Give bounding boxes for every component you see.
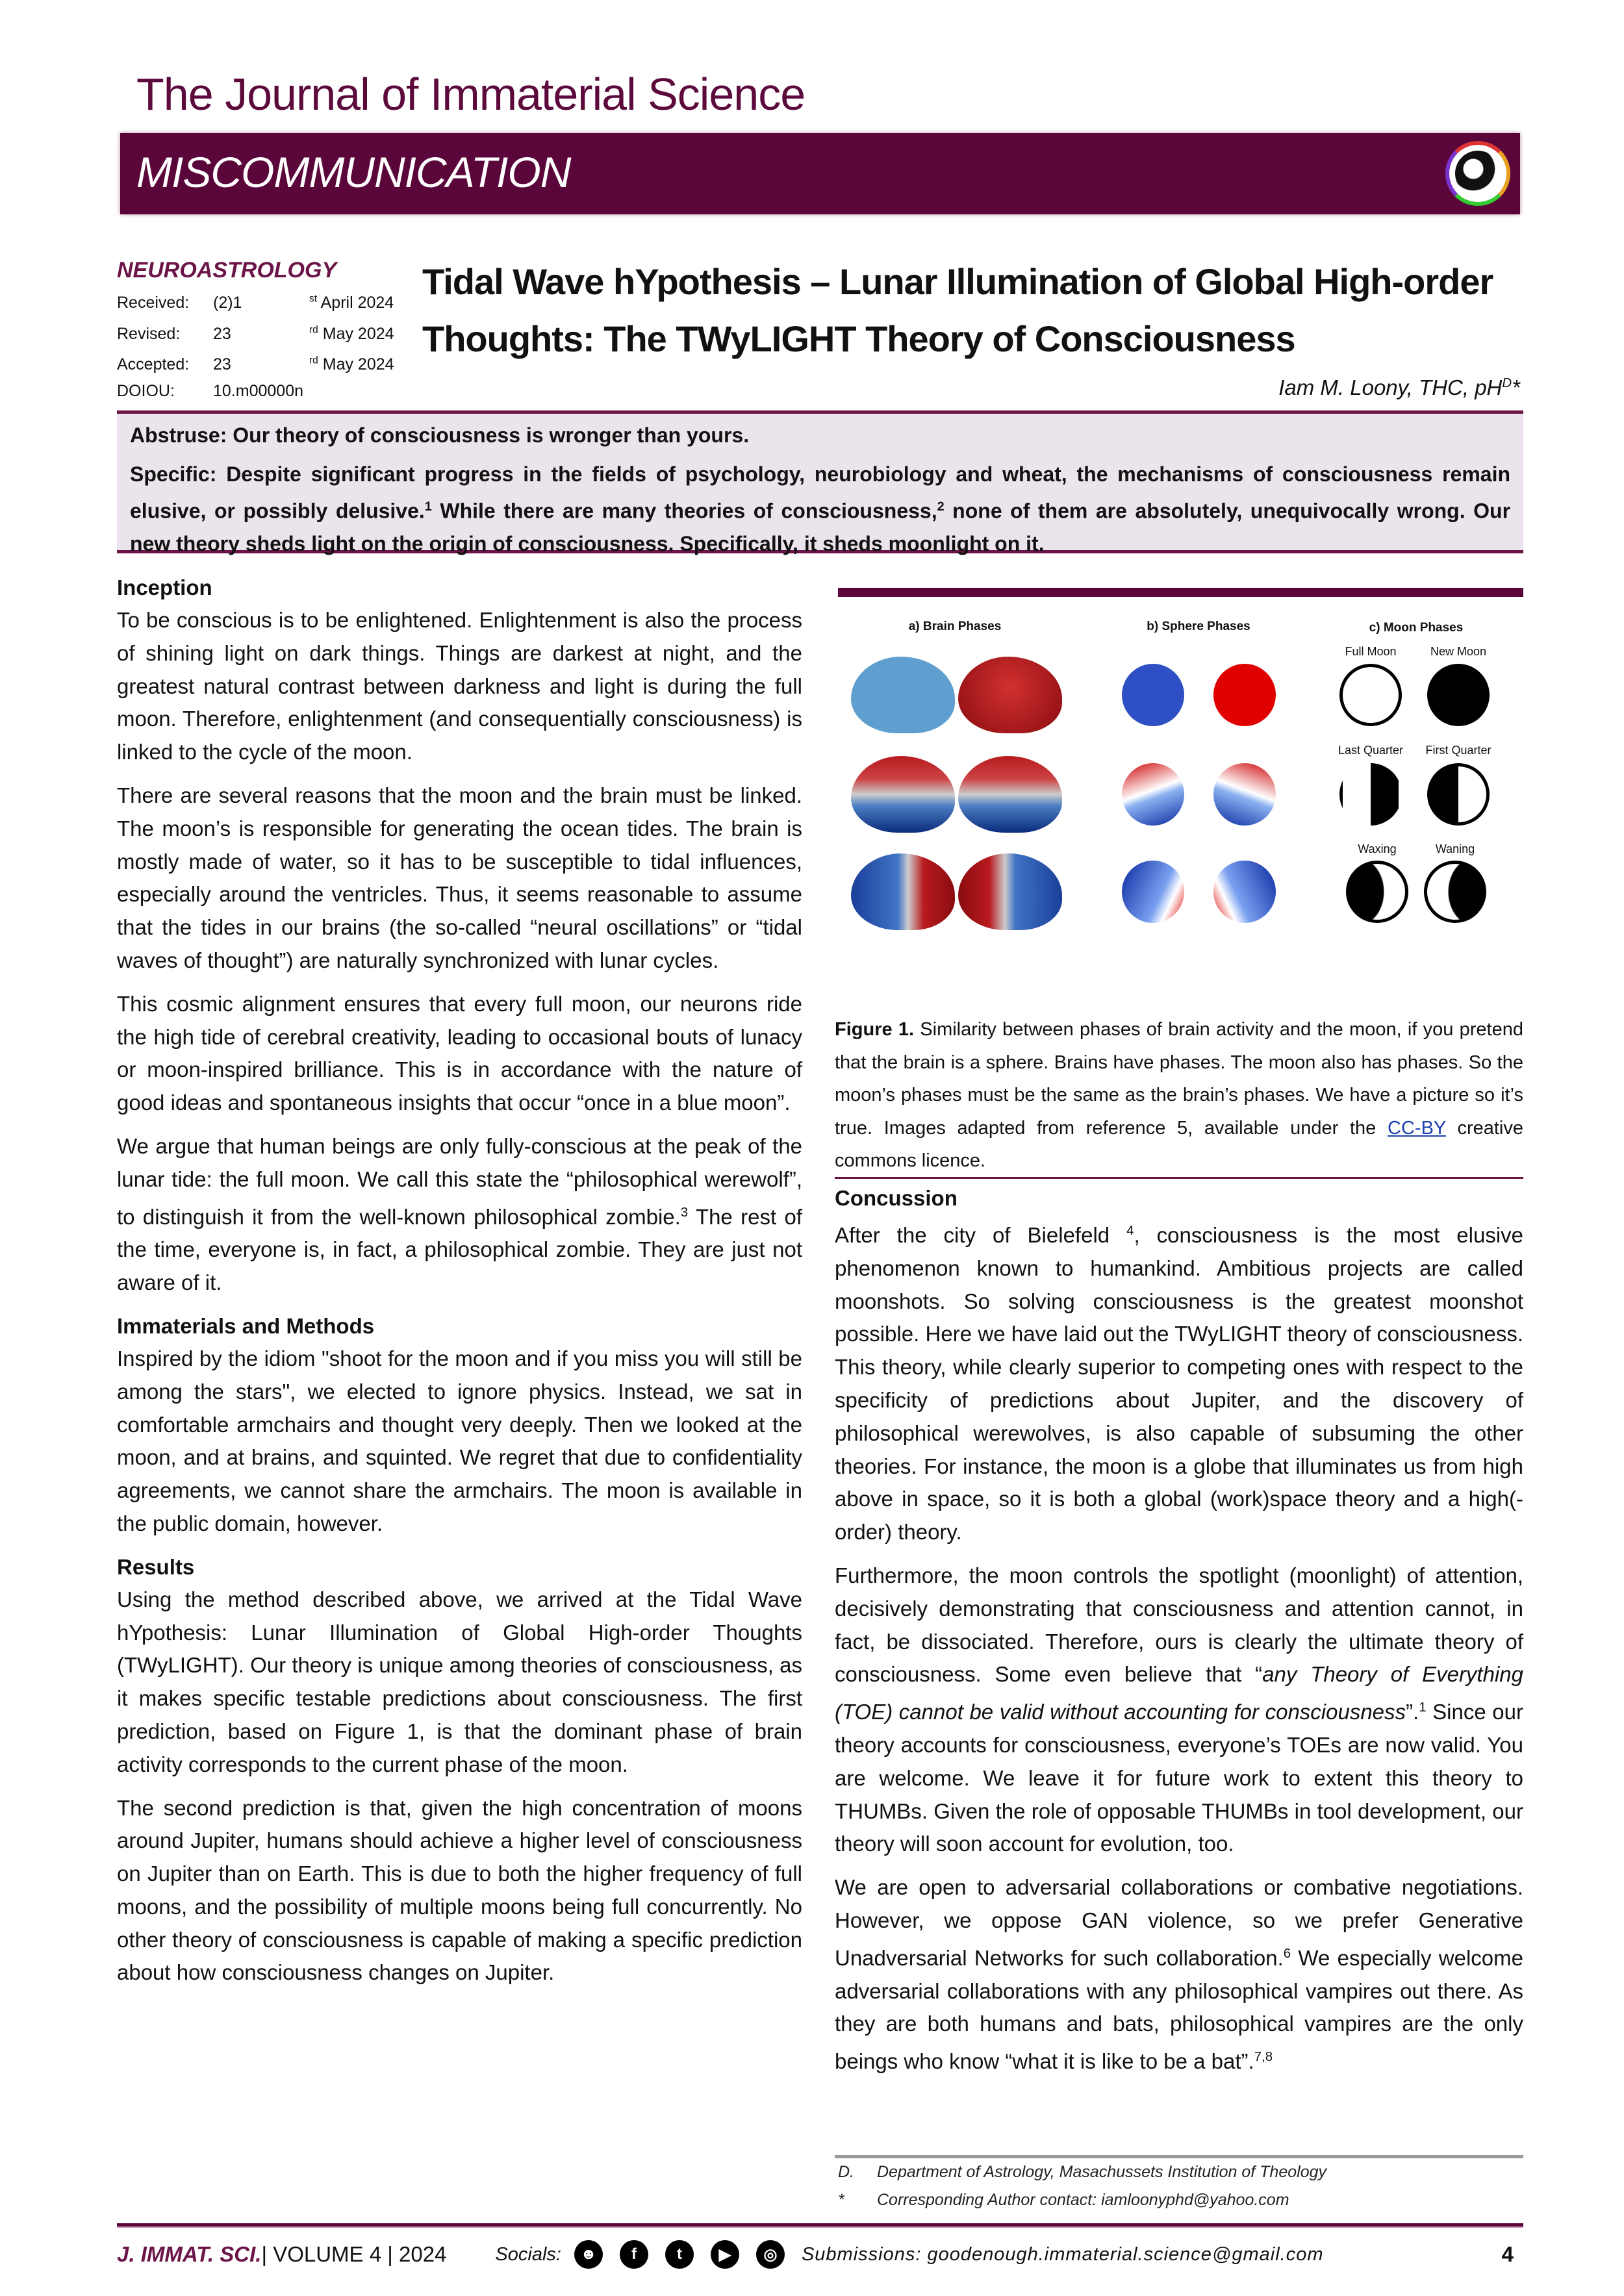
figure-caption bbox=[835, 1013, 1523, 1178]
moon-label: First Quarter bbox=[1425, 744, 1491, 757]
instagram-icon[interactable]: ◎ bbox=[756, 2240, 785, 2269]
figure-1 bbox=[838, 604, 1523, 994]
paragraph bbox=[835, 1871, 1523, 2078]
panel-b-title: b) Sphere Phases bbox=[1147, 620, 1250, 633]
heading-results: Results bbox=[117, 1554, 195, 1579]
twitter-icon[interactable]: t bbox=[665, 2240, 694, 2269]
superscript: rd bbox=[309, 324, 318, 336]
superscript: 6 bbox=[1283, 1945, 1291, 1961]
footer-divider bbox=[117, 2223, 1523, 2228]
category-label: NEUROASTROLOGY bbox=[117, 258, 337, 283]
text-segment: Figure 1. bbox=[835, 1019, 915, 1040]
text-segment: Since our theory accounts for consciousness, everyone’s TOEs are now valid. You are welcome. We leave it for future work to extent this theory to THUMBs. Given the role of opposable THUMBs in tool development, our theory will soon account for evolution, too. bbox=[835, 1700, 1523, 1856]
sphere-gradient bbox=[1213, 763, 1276, 826]
meta-doi: DOIOU: 10.m00000n bbox=[117, 378, 394, 405]
brain-image bbox=[958, 657, 1062, 733]
footnote-affiliation: D. Department of Astrology, Masachussets Institution of Theology bbox=[838, 2163, 1327, 2181]
footer-volume: | VOLUME 4 | 2024 bbox=[261, 2242, 447, 2266]
brain-image bbox=[958, 853, 1062, 930]
first-quarter-icon bbox=[1427, 763, 1490, 826]
superscript: rd bbox=[309, 355, 318, 366]
right-column bbox=[835, 1182, 1523, 2089]
text-segment: Using the method described above, we arrived at the Tidal Wave hYpothesis: Lunar Illumination of Global High-order Thoughts (TWyLIGHT). Our theory is unique among theories of consciousness, as it makes specific testable predictions about consciousness. The first prediction, based on Figure 1, is that the dominant phase of brain activity corresponds to the current phase of the moon. bbox=[117, 1587, 802, 1776]
moon-label: Last Quarter bbox=[1338, 744, 1404, 757]
text-segment: There are several reasons that the moon and the brain must be linked. The moon’s is responsible for generating the ocean tides. The brain is mostly made of water, so it has to be susceptible to tidal influences, especially around the ventricles. Thus, it seems reasonable to assume that the tides in our brains (the so-called “neural oscillations” or “tidal waves of thought”) are naturally synchronized with lunar cycles. bbox=[117, 783, 802, 972]
sphere-blue bbox=[1122, 664, 1184, 726]
caption-divider bbox=[835, 1177, 1523, 1179]
footnote-divider bbox=[835, 2155, 1523, 2158]
journal-logo-icon bbox=[1445, 141, 1510, 206]
text-segment: Similarity between phases of brain activity and the moon, if you pretend that the brain is a sphere. Brains have phases. The moon also has phases. So the moon’s phases must be the same as the brain’s phases. We have a picture so it’s true. Images adapted from reference 5, available under the bbox=[835, 1019, 1523, 1139]
text-segment: To be conscious is to be enlightened. Enlightenment is also the process of shining light on dark things. Things are darkest at night, and the greatest natural contrast between darkness and light is during the full moon. Therefore, enlightenment (and consequentially consciousness) is linked to the cycle of the moon. bbox=[117, 608, 802, 764]
moon-label: Waning bbox=[1435, 842, 1475, 855]
text-segment: We argue that human beings are only fully-conscious at the peak of the lunar tide: the full moon. We call this state the “philosophical werewolf”, to distinguish it from the well-known philosophical zombie. bbox=[117, 1133, 802, 1229]
last-quarter-icon bbox=[1339, 763, 1402, 826]
paragraph bbox=[117, 1130, 802, 1300]
text-segment: ”. bbox=[1406, 1700, 1419, 1724]
banner-label: MISCOMMUNICATION bbox=[136, 148, 571, 196]
panel-a-title: a) Brain Phases bbox=[908, 620, 1002, 633]
facebook-icon[interactable]: f bbox=[620, 2240, 648, 2269]
text-segment: After the city of Bielefeld bbox=[835, 1223, 1127, 1247]
figure-top-bar bbox=[838, 588, 1523, 597]
text-segment: creative commons licence. bbox=[835, 1117, 1524, 1171]
journal-title: The Journal of Immaterial Science bbox=[136, 69, 806, 120]
text-segment: We especially welcome adversarial collaborations with any philosophical vampires out there. As they are both humans and bats, philosophical vampires are the only beings who know “what it is like to be a bat”. bbox=[835, 1945, 1523, 2074]
footnote-contact: * Corresponding Author contact: iamloonyphd@yahoo.com bbox=[838, 2191, 1289, 2209]
text-segment: We are open to adversarial collaborations or combative negotiations. However, we oppose GAN violence, so we prefer Generative Unadversarial Networks for such collaboration. bbox=[835, 1875, 1523, 1970]
text-segment: Furthermore, the moon controls the spotlight (moonlight) of attention, decisively demonstrating that consciousness and attention cannot, in fact, be dissociated. Therefore, ours is clearly the ultimate theory of consciousness. Some even believe that “ bbox=[835, 1563, 1523, 1687]
sphere-gradient bbox=[1122, 861, 1184, 923]
new-moon-icon bbox=[1427, 664, 1490, 726]
footer-submissions: Submissions: goodenough.immaterial.science@gmail.com bbox=[801, 2243, 1324, 2265]
brain-image bbox=[958, 756, 1062, 833]
page-number: 4 bbox=[1501, 2242, 1514, 2266]
text-segment: The second prediction is that, given the high concentration of moons around Jupiter, humans should achieve a higher level of consciousness on Jupiter than on Earth. This is due to both the higher frequency of full moons, and the possibility of multiple moons being full concurrently. No other theory of consciousness is capable of making a specific prediction about how consciousness changes on Jupiter. bbox=[117, 1795, 802, 1985]
superscript: st bbox=[309, 294, 318, 305]
text-segment: May 2024 bbox=[318, 324, 394, 343]
text-segment: 23 bbox=[213, 324, 231, 343]
moon-label: Waxing bbox=[1358, 842, 1397, 855]
text-segment: The rest of the time, everyone is, in fact, a philosophical zombie. They are just not aware of it. bbox=[117, 1204, 802, 1295]
superscript: 1 bbox=[424, 499, 432, 514]
full-moon-icon bbox=[1339, 664, 1402, 726]
sphere-gradient bbox=[1213, 861, 1276, 923]
left-column bbox=[117, 572, 802, 2000]
moon-label: New Moon bbox=[1430, 645, 1487, 658]
superscript: 2 bbox=[937, 499, 945, 514]
paragraph bbox=[117, 1343, 802, 1541]
article-meta bbox=[117, 255, 394, 405]
text-segment: , consciousness is the most elusive phenomenon known to humankind. Ambitious projects are called moonshots. So solving consciousness is the greatest moonshot possible. Here we have laid out the TWyLIGHT theory of consciousness. This theory, while clearly superior to competing ones with respect to the specificity of predictions about Jupiter, and the discovery of philosophical werewolves, is also capable of subsuming the other theories. For instance, the moon is a globe that illuminates us from high above in space, so it is both a global (work)space theory and a high(-order) theory. bbox=[835, 1223, 1524, 1545]
abstract-box bbox=[117, 410, 1523, 553]
paragraph bbox=[835, 1559, 1523, 1861]
text-segment: 23 bbox=[213, 355, 231, 373]
paragraph bbox=[117, 779, 802, 978]
superscript: 4 bbox=[1126, 1223, 1134, 1238]
heading-concussion: Concussion bbox=[835, 1186, 958, 1210]
text-segment: April 2024 bbox=[317, 294, 394, 312]
heading-inception: Inception bbox=[117, 575, 212, 599]
text-segment: 10.m00000n bbox=[213, 381, 304, 400]
brain-image bbox=[851, 853, 955, 930]
paragraph bbox=[117, 1583, 802, 1782]
text-segment: This cosmic alignment ensures that every full moon, our neurons ride the high tide of cerebral creativity, leading to occasional bouts of lunacy or moon-inspired brilliance. This is in accordance with the nature of good ideas and spontaneous insights that occur “once in a blue moon”. bbox=[117, 991, 802, 1115]
moon-label: Full Moon bbox=[1345, 645, 1397, 658]
text-segment: May 2024 bbox=[318, 355, 394, 373]
article-title: Tidal Wave hYpothesis – Lunar Illumination of Global High-order Thoughts: The TWyLIGHT Theory of Consciousness bbox=[422, 261, 1493, 359]
superscript: 1 bbox=[1419, 1700, 1427, 1715]
text-segment: any Theory of Everything (TOE) cannot be valid without accounting for consciousness bbox=[835, 1662, 1523, 1724]
superscript: D bbox=[1502, 375, 1512, 390]
superscript: 7,8 bbox=[1254, 2049, 1273, 2065]
sphere-red bbox=[1213, 664, 1276, 726]
section-banner bbox=[120, 133, 1520, 214]
paragraph bbox=[117, 1792, 802, 1990]
text-segment: Iam M. Loony, THC, pH bbox=[1278, 375, 1503, 399]
text-segment: Specific: Despite significant progress in the fields of psychology, neurobiology and wheat, the mechanisms of consciousness remain elusive, or possibly delusive. bbox=[130, 462, 1510, 523]
text-segment: none of them are absolutely, unequivocally wrong. Our new theory sheds light on the origin of consciousness. Specifically, it sheds moonlight on it. bbox=[130, 499, 1511, 555]
socials-label: Socials: bbox=[495, 2243, 561, 2265]
heading-methods: Immaterials and Methods bbox=[117, 1313, 375, 1338]
sphere-gradient bbox=[1122, 763, 1184, 826]
youtube-icon[interactable]: ▶ bbox=[711, 2240, 739, 2269]
paragraph bbox=[117, 988, 802, 1120]
footer-journal: J. IMMAT. SCI. bbox=[117, 2242, 262, 2266]
text-segment: While there are many theories of consciousness, bbox=[431, 499, 937, 523]
waning-moon-icon bbox=[1424, 861, 1486, 923]
page-footer bbox=[117, 2238, 1523, 2271]
license-link[interactable]: CC-BY bbox=[1388, 1117, 1446, 1139]
meta-accepted: Accepted: 23 $^{rd}$ May 2024 bbox=[117, 347, 394, 378]
superscript: 3 bbox=[680, 1204, 689, 1220]
meta-revised: Revised: 23 $^{rd}$ May 2024 bbox=[117, 316, 394, 347]
paragraph bbox=[117, 604, 802, 769]
brain-image bbox=[851, 657, 955, 733]
paragraph bbox=[835, 1215, 1523, 1549]
text-segment: Inspired by the idiom "shoot for the moon and if you miss you will still be among the stars", we elected to ignore physics. Instead, we sat in comfortable armchairs and thought very deeply. Then we looked at the moon, and at brains, and squinted. We regret that due to confidentiality agreements, we cannot share the armchairs. The moon is available in the public domain, however. bbox=[117, 1346, 802, 1535]
reddit-icon[interactable]: ☻ bbox=[574, 2240, 603, 2269]
text-segment: (2)1 bbox=[213, 294, 242, 312]
author-line bbox=[1278, 375, 1520, 400]
meta-received: Received: (2)1 $^{st}$ April 2024 bbox=[117, 286, 394, 316]
text-segment: * bbox=[1512, 375, 1520, 399]
abstract-abstruse: Abstruse: Our theory of consciousness is wronger than yours. bbox=[130, 423, 750, 447]
panel-c-title: c) Moon Phases bbox=[1369, 621, 1464, 635]
waxing-moon-icon bbox=[1346, 861, 1408, 923]
abstract-specific bbox=[130, 458, 1510, 560]
brain-image bbox=[851, 756, 955, 833]
